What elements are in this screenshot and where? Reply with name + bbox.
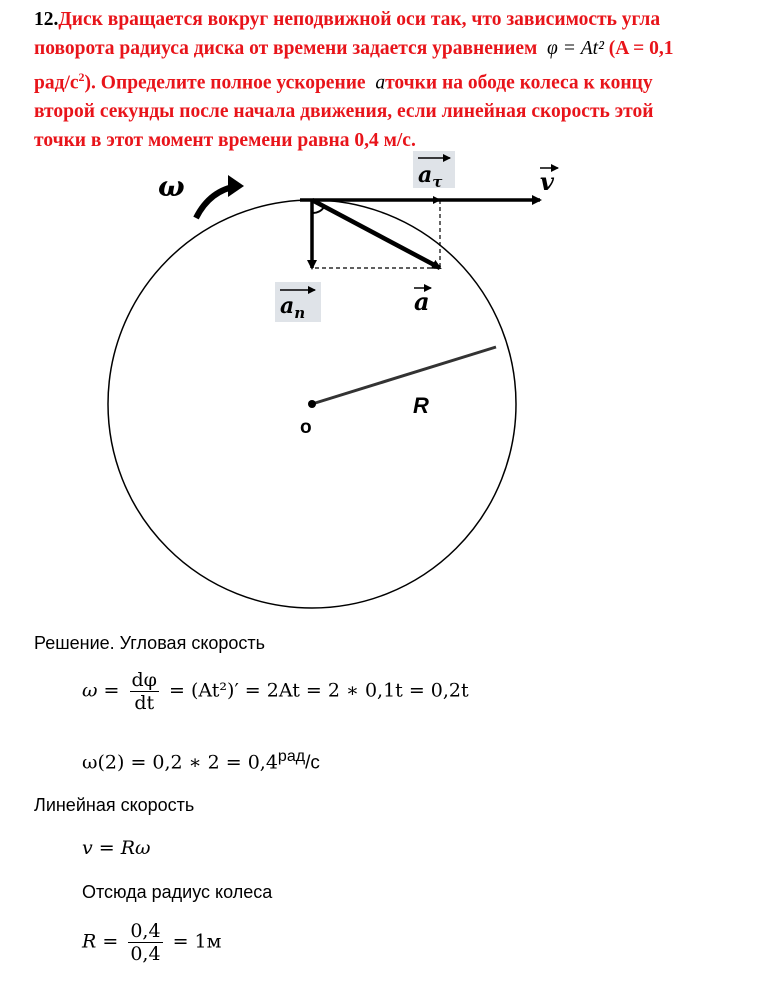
eq1-lhs: ω =: [82, 679, 120, 702]
problem-line-2a: поворота радиуса диска от времени задается уравнением: [34, 37, 538, 59]
problem-line-3c: точки на ободе колеса к концу: [385, 72, 653, 94]
problem-line-5: точки в этот момент времени равна 0,4 м/с.: [34, 129, 416, 151]
eq4-numerator: 0,4: [130, 920, 161, 942]
solution-heading: Решение. Угловая скорость: [34, 633, 266, 653]
eq1-denominator: dt: [134, 692, 155, 714]
eq4-lhs: R =: [82, 930, 119, 953]
problem-line-4: второй секунды после начала движения, если линейная скорость этой: [34, 101, 654, 122]
equation-omega: [82, 669, 469, 714]
disk-figure: [0, 150, 768, 620]
radius-line: [312, 347, 496, 404]
equation-v: [82, 837, 151, 859]
v-label: v: [540, 167, 554, 196]
eq1-numerator: dφ: [131, 669, 157, 691]
a-tau-label: $a_\tau$: [418, 162, 443, 191]
eq2-unit-top: рад: [277, 748, 306, 765]
eq4-fraction: [128, 920, 162, 965]
unit-power: 2: [78, 70, 85, 84]
a-label: a: [414, 287, 430, 316]
problem-line-3b: ). Определите полное ускорение: [84, 72, 366, 94]
angle-arc: [312, 207, 324, 213]
equation-R: [82, 920, 221, 965]
omega-label: ω: [158, 170, 185, 203]
eq1-rhs: = (At²)′ = 2At = 2 ∗ 0,1t = 0,2t: [169, 679, 469, 702]
eq2-value: ω(2) = 0,2 ∗ 2 = 0,4: [82, 751, 278, 774]
problem-line-2b: (A = 0,1: [608, 37, 674, 59]
problem-line-3a: рад/с: [34, 72, 79, 94]
phi-formula: φ = At²: [547, 37, 604, 59]
center-dot: [308, 400, 316, 408]
a-n-label: $a_n$: [280, 293, 306, 322]
problem-number: 12.: [34, 9, 59, 30]
eq1-fraction: [130, 669, 159, 714]
eq2-unit-bottom: /с: [305, 752, 320, 774]
linear-speed-label: Линейная скорость: [34, 795, 195, 815]
accel-symbol: a: [375, 72, 386, 94]
equation-omega-2: [82, 748, 320, 774]
eq4-rhs: = 1м: [172, 930, 222, 953]
problem-statement: [34, 6, 768, 155]
eq3: v = Rω: [82, 837, 151, 859]
eq4-denominator: 0,4: [130, 943, 161, 965]
problem-line-1: Диск вращается вокруг неподвижной оси так, что зависимость угла: [58, 9, 661, 30]
radius-label: R: [413, 393, 429, 418]
radius-hence-label: Отсюда радиус колеса: [82, 882, 273, 902]
rotation-arrow-head: [228, 175, 244, 197]
center-label: o: [300, 417, 312, 438]
